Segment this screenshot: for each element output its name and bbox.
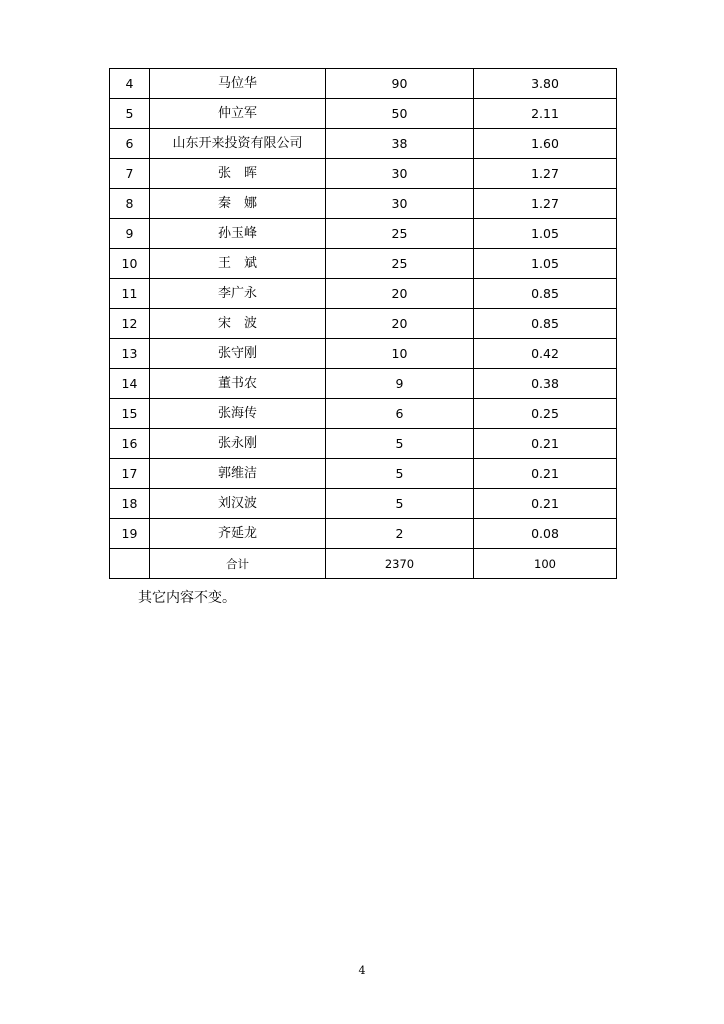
share-amount: 2 bbox=[326, 519, 474, 549]
shareholder-name: 董书农 bbox=[150, 369, 326, 399]
share-percent: 0.21 bbox=[474, 489, 617, 519]
row-index: 11 bbox=[110, 279, 150, 309]
row-index: 9 bbox=[110, 219, 150, 249]
row-index: 17 bbox=[110, 459, 150, 489]
shareholder-name: 刘汉波 bbox=[150, 489, 326, 519]
share-percent: 0.42 bbox=[474, 339, 617, 369]
row-index: 12 bbox=[110, 309, 150, 339]
share-amount: 38 bbox=[326, 129, 474, 159]
row-index: 7 bbox=[110, 159, 150, 189]
share-amount: 90 bbox=[326, 69, 474, 99]
row-index: 4 bbox=[110, 69, 150, 99]
row-index: 8 bbox=[110, 189, 150, 219]
table-row bbox=[110, 279, 617, 309]
row-index: 16 bbox=[110, 429, 150, 459]
row-index: 6 bbox=[110, 129, 150, 159]
row-index: 14 bbox=[110, 369, 150, 399]
share-percent: 2.11 bbox=[474, 99, 617, 129]
share-percent: 1.27 bbox=[474, 159, 617, 189]
row-index bbox=[110, 549, 150, 579]
share-amount: 5 bbox=[326, 459, 474, 489]
table-row bbox=[110, 429, 617, 459]
table-row bbox=[110, 159, 617, 189]
table-row bbox=[110, 459, 617, 489]
total-percent: 100 bbox=[474, 549, 617, 579]
share-percent: 3.80 bbox=[474, 69, 617, 99]
share-amount: 25 bbox=[326, 249, 474, 279]
shareholder-table bbox=[109, 68, 617, 579]
total-row bbox=[110, 549, 617, 579]
shareholder-name: 张海传 bbox=[150, 399, 326, 429]
shareholder-name: 仲立军 bbox=[150, 99, 326, 129]
shareholder-name: 王 斌 bbox=[150, 249, 326, 279]
share-amount: 20 bbox=[326, 309, 474, 339]
table-row bbox=[110, 189, 617, 219]
share-percent: 0.38 bbox=[474, 369, 617, 399]
share-amount: 6 bbox=[326, 399, 474, 429]
share-amount: 30 bbox=[326, 159, 474, 189]
share-percent: 0.25 bbox=[474, 399, 617, 429]
table-row bbox=[110, 519, 617, 549]
table-row bbox=[110, 99, 617, 129]
row-index: 5 bbox=[110, 99, 150, 129]
table-body bbox=[110, 69, 617, 579]
share-percent: 0.85 bbox=[474, 309, 617, 339]
table-row bbox=[110, 339, 617, 369]
table-row bbox=[110, 129, 617, 159]
share-amount: 5 bbox=[326, 489, 474, 519]
row-index: 10 bbox=[110, 249, 150, 279]
row-index: 19 bbox=[110, 519, 150, 549]
share-percent: 0.21 bbox=[474, 429, 617, 459]
shareholder-name: 宋 波 bbox=[150, 309, 326, 339]
shareholder-name: 马位华 bbox=[150, 69, 326, 99]
row-index: 15 bbox=[110, 399, 150, 429]
shareholder-name: 张永刚 bbox=[150, 429, 326, 459]
shareholder-name: 张守刚 bbox=[150, 339, 326, 369]
total-label: 合计 bbox=[150, 549, 326, 579]
shareholder-name: 李广永 bbox=[150, 279, 326, 309]
shareholder-name: 秦 娜 bbox=[150, 189, 326, 219]
share-amount: 10 bbox=[326, 339, 474, 369]
table-row bbox=[110, 309, 617, 339]
share-percent: 1.05 bbox=[474, 249, 617, 279]
shareholder-name: 山东开来投资有限公司 bbox=[150, 129, 326, 159]
table-row bbox=[110, 219, 617, 249]
shareholder-name: 郭维洁 bbox=[150, 459, 326, 489]
share-percent: 0.21 bbox=[474, 459, 617, 489]
share-percent: 0.08 bbox=[474, 519, 617, 549]
table-row bbox=[110, 399, 617, 429]
share-amount: 5 bbox=[326, 429, 474, 459]
share-amount: 9 bbox=[326, 369, 474, 399]
page-number: 4 bbox=[358, 964, 366, 977]
table-row bbox=[110, 249, 617, 279]
row-index: 18 bbox=[110, 489, 150, 519]
row-index: 13 bbox=[110, 339, 150, 369]
shareholder-name: 张 晖 bbox=[150, 159, 326, 189]
share-percent: 0.85 bbox=[474, 279, 617, 309]
share-percent: 1.05 bbox=[474, 219, 617, 249]
table-row bbox=[110, 489, 617, 519]
share-amount: 25 bbox=[326, 219, 474, 249]
shareholder-name: 齐延龙 bbox=[150, 519, 326, 549]
table-row bbox=[110, 69, 617, 99]
share-amount: 50 bbox=[326, 99, 474, 129]
share-amount: 20 bbox=[326, 279, 474, 309]
shareholder-name: 孙玉峰 bbox=[150, 219, 326, 249]
closing-note: 其它内容不变。 bbox=[138, 590, 236, 606]
share-percent: 1.60 bbox=[474, 129, 617, 159]
total-shares: 2370 bbox=[326, 549, 474, 579]
share-amount: 30 bbox=[326, 189, 474, 219]
table-row bbox=[110, 369, 617, 399]
share-percent: 1.27 bbox=[474, 189, 617, 219]
